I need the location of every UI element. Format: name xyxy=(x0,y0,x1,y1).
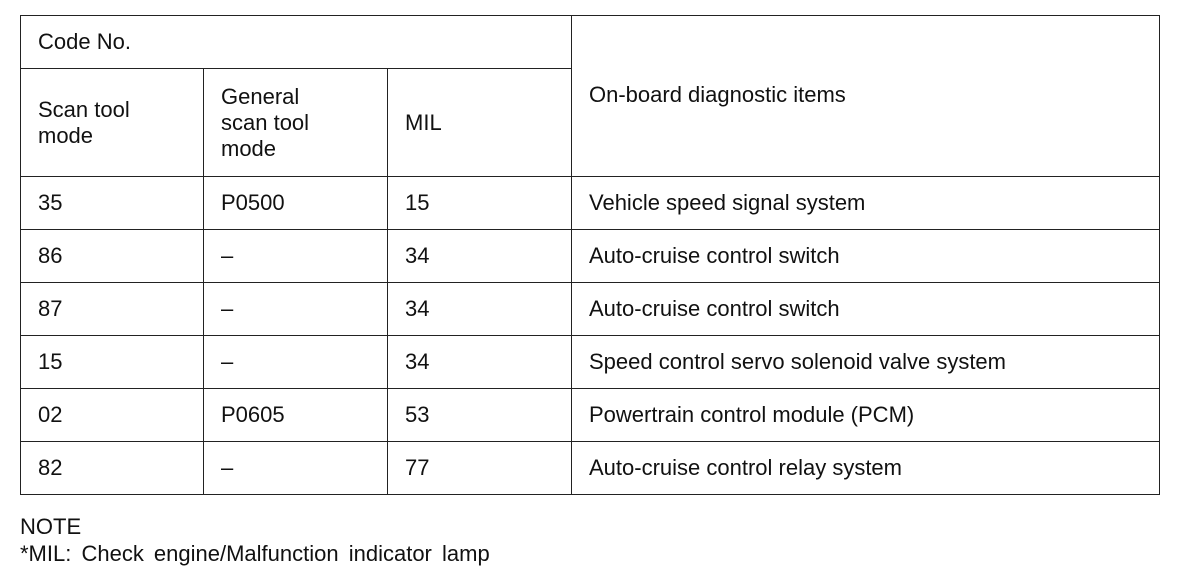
scan-tool-code: 82 xyxy=(21,442,204,495)
scan-tool-code: 87 xyxy=(21,283,204,336)
mil-code: 34 xyxy=(388,336,572,389)
general-scan-tool-mode-header: General scan tool mode xyxy=(204,69,388,177)
diagnostic-item: Auto-cruise control switch xyxy=(572,230,1160,283)
table-row xyxy=(21,283,1160,336)
diagnostic-item: Powertrain control module (PCM) xyxy=(572,389,1160,442)
table-row xyxy=(21,442,1160,495)
diagnostic-item: Speed control servo solenoid valve system xyxy=(572,336,1160,389)
mil-code: 34 xyxy=(388,230,572,283)
diagnostic-item: Vehicle speed signal system xyxy=(572,177,1160,230)
diagnostic-items-header: On-board diagnostic items xyxy=(572,16,1160,177)
table-row xyxy=(21,230,1160,283)
note-block xyxy=(20,513,490,567)
mil-code: 53 xyxy=(388,389,572,442)
note-title: NOTE xyxy=(20,514,82,539)
scan-tool-mode-header: Scan tool mode xyxy=(21,69,204,177)
scan-tool-code: 35 xyxy=(21,177,204,230)
table-row xyxy=(21,389,1160,442)
scan-tool-code: 02 xyxy=(21,389,204,442)
table-row xyxy=(21,336,1160,389)
scan-tool-code: 86 xyxy=(21,230,204,283)
mil-code: 34 xyxy=(388,283,572,336)
general-scan-tool-code: P0500 xyxy=(204,177,388,230)
mil-code: 15 xyxy=(388,177,572,230)
mil-header: MIL xyxy=(388,69,572,177)
general-scan-tool-code: – xyxy=(204,230,388,283)
diagnostic-item: Auto-cruise control relay system xyxy=(572,442,1160,495)
general-scan-tool-code: – xyxy=(204,283,388,336)
mil-code: 77 xyxy=(388,442,572,495)
table-row xyxy=(21,177,1160,230)
general-scan-tool-code: – xyxy=(204,336,388,389)
scan-tool-code: 15 xyxy=(21,336,204,389)
general-scan-tool-code: P0605 xyxy=(204,389,388,442)
general-scan-tool-code: – xyxy=(204,442,388,495)
diagnostic-item: Auto-cruise control switch xyxy=(572,283,1160,336)
code-no-header: Code No. xyxy=(21,16,572,69)
diagnostic-code-table xyxy=(20,15,1160,495)
mil-footnote: *MIL: Check engine/Malfunction indicator lamp xyxy=(20,541,490,566)
